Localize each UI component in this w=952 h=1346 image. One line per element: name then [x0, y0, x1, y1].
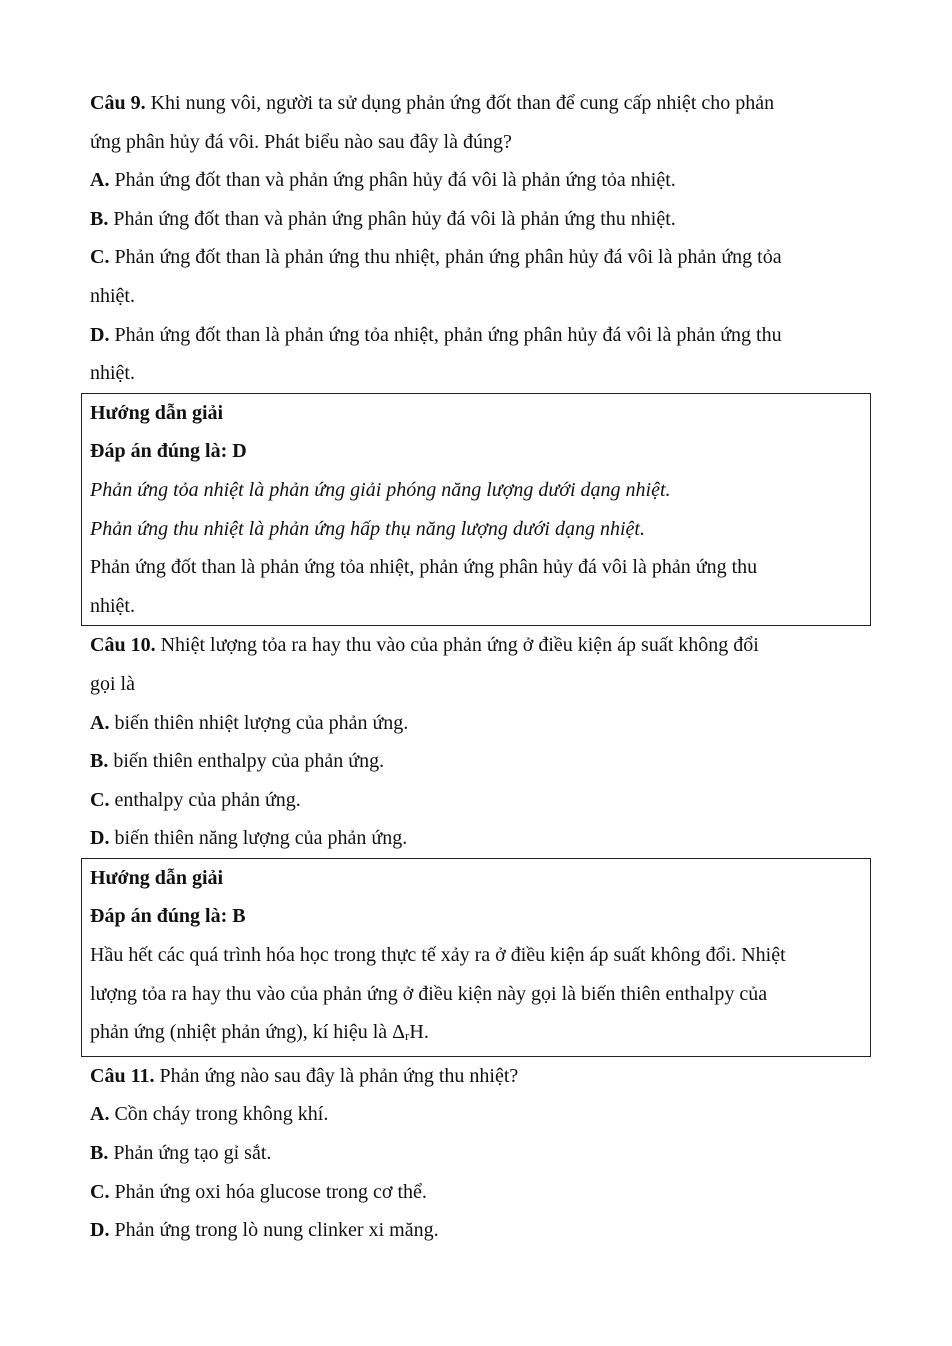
question-11 [90, 1057, 862, 1250]
question-11-option-b [90, 1134, 862, 1173]
question-9-option-d-cont: nhiệt. [90, 362, 135, 385]
question-9 [90, 84, 862, 626]
solution-box [81, 858, 871, 1057]
solution-explanation: Hầu hết các quá trình hóa học trong thực tế xảy ra ở điều kiện áp suất không đổi. Nhiệt [90, 944, 786, 967]
solution-definition-endothermic: Phản ứng thu nhiệt là phản ứng hấp thụ năng lượng dưới dạng nhiệt. [90, 517, 645, 540]
solution-box [81, 393, 871, 627]
solution-title: Hướng dẫn giải [90, 401, 224, 424]
option-text: Phản ứng tạo gỉ sắt. [108, 1142, 272, 1165]
option-label: B. [90, 1142, 109, 1165]
solution-explanation: Phản ứng đốt than là phản ứng tỏa nhiệt, phản ứng phân hủy đá vôi là phản ứng thu [90, 556, 758, 579]
question-text: Khi nung vôi, người ta sử dụng phản ứng đốt than để cung cấp nhiệt cho phản [145, 92, 775, 114]
option-text: biến thiên năng lượng của phản ứng. [109, 827, 408, 850]
option-label: B. [90, 750, 109, 773]
question-text: Nhiệt lượng tỏa ra hay thu vào của phản ứng ở điều kiện áp suất không đổi [155, 634, 759, 657]
option-label: A. [90, 711, 110, 734]
solution-explanation-symbol [90, 1013, 862, 1056]
question-11-stem [90, 1057, 862, 1096]
question-10-option-a [90, 704, 862, 743]
option-label: B. [90, 207, 109, 230]
question-9-stem [90, 84, 862, 123]
solution-answer: Đáp án đúng là: B [90, 905, 246, 928]
solution-answer: Đáp án đúng là: D [90, 440, 247, 463]
option-text: Phản ứng đốt than và phản ứng phân hủy đá vôi là phản ứng thu nhiệt. [108, 207, 676, 230]
option-text: Phản ứng đốt than và phản ứng phân hủy đá vôi là phản ứng tỏa nhiệt. [109, 169, 676, 192]
question-9-option-a [90, 161, 862, 200]
question-10-option-c [90, 781, 862, 820]
option-text: enthalpy của phản ứng. [109, 788, 301, 811]
question-9-option-d [90, 316, 862, 355]
option-label: D. [90, 827, 110, 850]
question-11-option-c [90, 1173, 862, 1212]
solution-explanation-cont: lượng tỏa ra hay thu vào của phản ứng ở điều kiện này gọi là biến thiên enthalpy của [90, 982, 768, 1005]
solution-symbol-prefix: phản ứng (nhiệt phản ứng), kí hiệu là Δ [90, 1021, 406, 1044]
question-text: Phản ứng nào sau đây là phản ứng thu nhiệt? [154, 1064, 519, 1087]
solution-title: Hướng dẫn giải [90, 866, 224, 889]
option-text: biến thiên nhiệt lượng của phản ứng. [109, 711, 409, 734]
option-label: A. [90, 169, 110, 192]
question-11-option-d [90, 1211, 862, 1250]
option-label: C. [90, 788, 110, 811]
option-text: Phản ứng đốt than là phản ứng thu nhiệt, phản ứng phân hủy đá vôi là phản ứng tỏa [109, 246, 782, 269]
option-text: biến thiên enthalpy của phản ứng. [108, 750, 385, 773]
question-11-option-a [90, 1095, 862, 1134]
solution-explanation-cont: nhiệt. [90, 594, 135, 617]
option-label: D. [90, 1219, 110, 1242]
option-label: D. [90, 323, 110, 346]
question-10-stem [90, 626, 862, 665]
question-label: Câu 11. [90, 1064, 155, 1087]
solution-definition-exothermic: Phản ứng tỏa nhiệt là phản ứng giải phóng năng lượng dưới dạng nhiệt. [90, 478, 671, 501]
question-10 [90, 626, 862, 1057]
question-10-option-b [90, 742, 862, 781]
option-label: C. [90, 246, 110, 269]
solution-symbol-subscript: r [405, 1028, 410, 1044]
option-text: Phản ứng đốt than là phản ứng tỏa nhiệt, phản ứng phân hủy đá vôi là phản ứng thu [109, 323, 782, 346]
question-10-stem-cont: gọi là [90, 672, 135, 695]
question-9-option-b [90, 200, 862, 239]
solution-symbol-suffix: H. [409, 1021, 429, 1044]
question-label: Câu 9. [90, 92, 146, 114]
question-9-option-c-cont: nhiệt. [90, 284, 135, 307]
option-label: C. [90, 1180, 110, 1203]
option-text: Phản ứng oxi hóa glucose trong cơ thể. [109, 1180, 427, 1203]
question-label: Câu 10. [90, 634, 156, 657]
document-page [90, 84, 862, 1250]
option-text: Cồn cháy trong không khí. [109, 1103, 329, 1126]
option-text: Phản ứng trong lò nung clinker xi măng. [109, 1219, 439, 1242]
question-9-option-c [90, 238, 862, 277]
question-10-option-d [90, 819, 862, 858]
question-9-stem-cont: ứng phân hủy đá vôi. Phát biểu nào sau đây là đúng? [90, 130, 512, 153]
option-label: A. [90, 1103, 110, 1126]
